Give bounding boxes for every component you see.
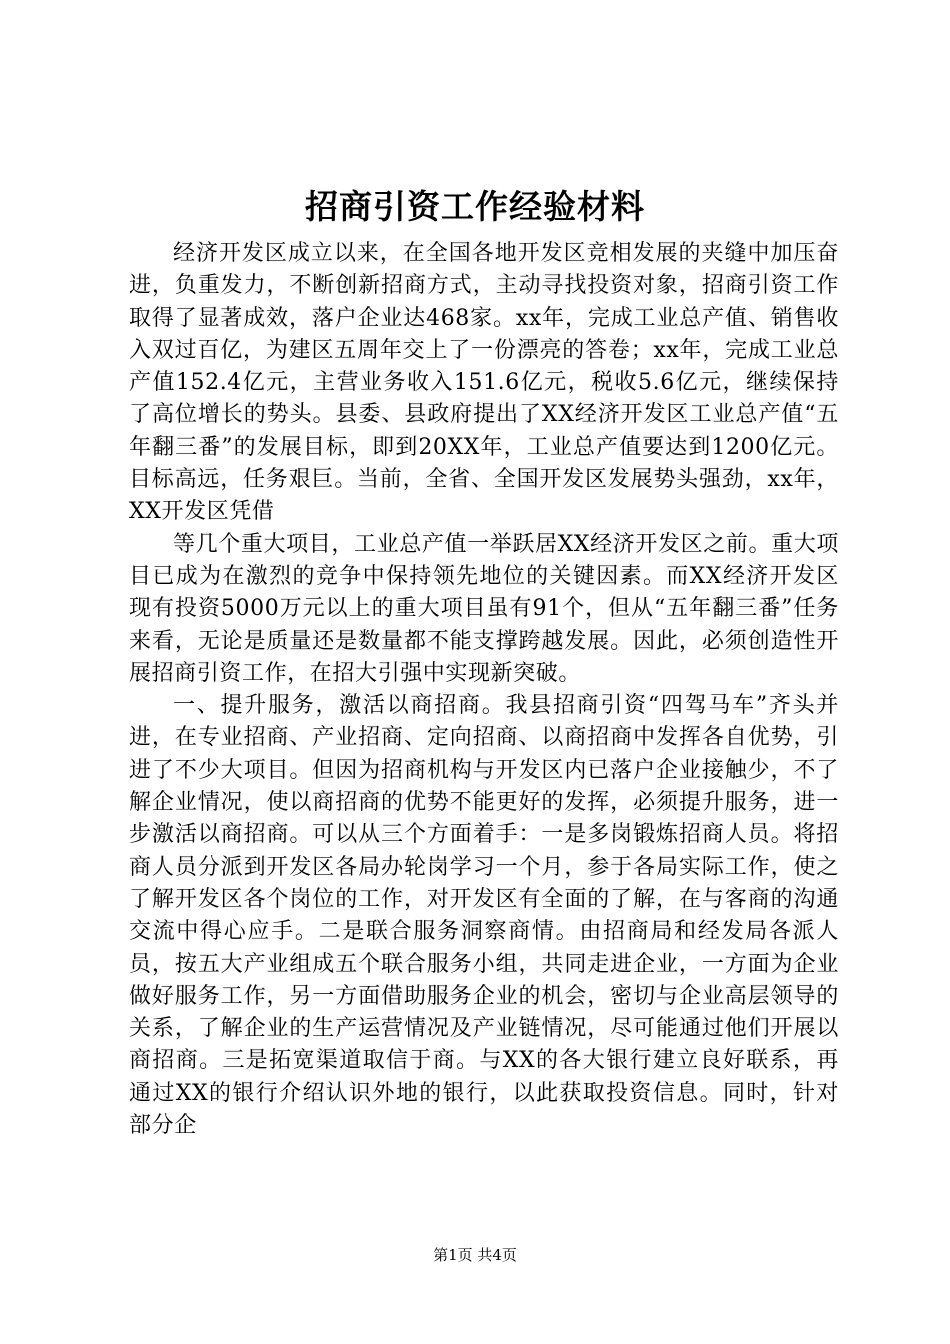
document-body	[129, 238, 839, 1142]
paragraph-2: 等几个重大项目，工业总产值一举跃居XX经济开发区之前。重大项目已成为在激烈的竞争中保持领先地位的关键因素。而XX经济开发区现有投资5000万元以上的重大项目虽有91个，但从“五年翻三番”任务来看，无论是质量还是数量都不能支撑跨越发展。因此，必须创造性开展招商引资工作，在招大引强中实现新突破。	[129, 531, 839, 686]
paragraph-3: 一、提升服务，激活以商招商。我县招商引资“四驾马车”齐头并进，在专业招商、产业招商、定向招商、以商招商中发挥各自优势，引进了不少大项目。但因为招商机构与开发区内已落户企业接触少，不了解企业情况，使以商招商的优势不能更好的发挥，必须提升服务，进一步激活以商招商。可以从三个方面着手：一是多岗锻炼招商人员。将招商人员分派到开发区各局办轮岗学习一个月，参于各局实际工作，使之了解开发区各个岗位的工作，对开发区有全面的了解，在与客商的沟通交流中得心应手。二是联合服务洞察商情。由招商局和经发局各派人员，按五大产业组成五个联合服务小组，共同走进企业，一方面为企业做好服务工作，另一方面借助服务企业的机会，密切与企业高层领导的关系，了解企业的生产运营情况及产业链情况，尽可能通过他们开展以商招商。三是拓宽渠道取信于商。与XX的各大银行建立良好联系，再通过XX的银行介绍认识外地的银行，以此获取投资信息。同时，针对部分企	[129, 693, 839, 1139]
document-title: 招商引资工作经验材料	[305, 187, 645, 226]
paragraph-1: 经济开发区成立以来，在全国各地开发区竞相发展的夹缝中加压奋进，负重发力，不断创新招商方式，主动寻找投资对象，招商引资工作取得了显著成效，落户企业达468家。xx年，完成工业总产值、销售收入双过百亿，为建区五周年交上了一份漂亮的答卷；xx年，完成工业总产值152.4亿元，主营业务收入151.6亿元，税收5.6亿元，继续保持了高位增长的势头。县委、县政府提出了XX经济开发区工业总产值“五年翻三番”的发展目标，即到20XX年，工业总产值要达到1200亿元。目标高远，任务艰巨。当前，全省、全国开发区发展势头强劲，xx年，XX开发区凭借	[129, 241, 839, 525]
page-number-footer: 第1页 共4页	[433, 1246, 517, 1264]
